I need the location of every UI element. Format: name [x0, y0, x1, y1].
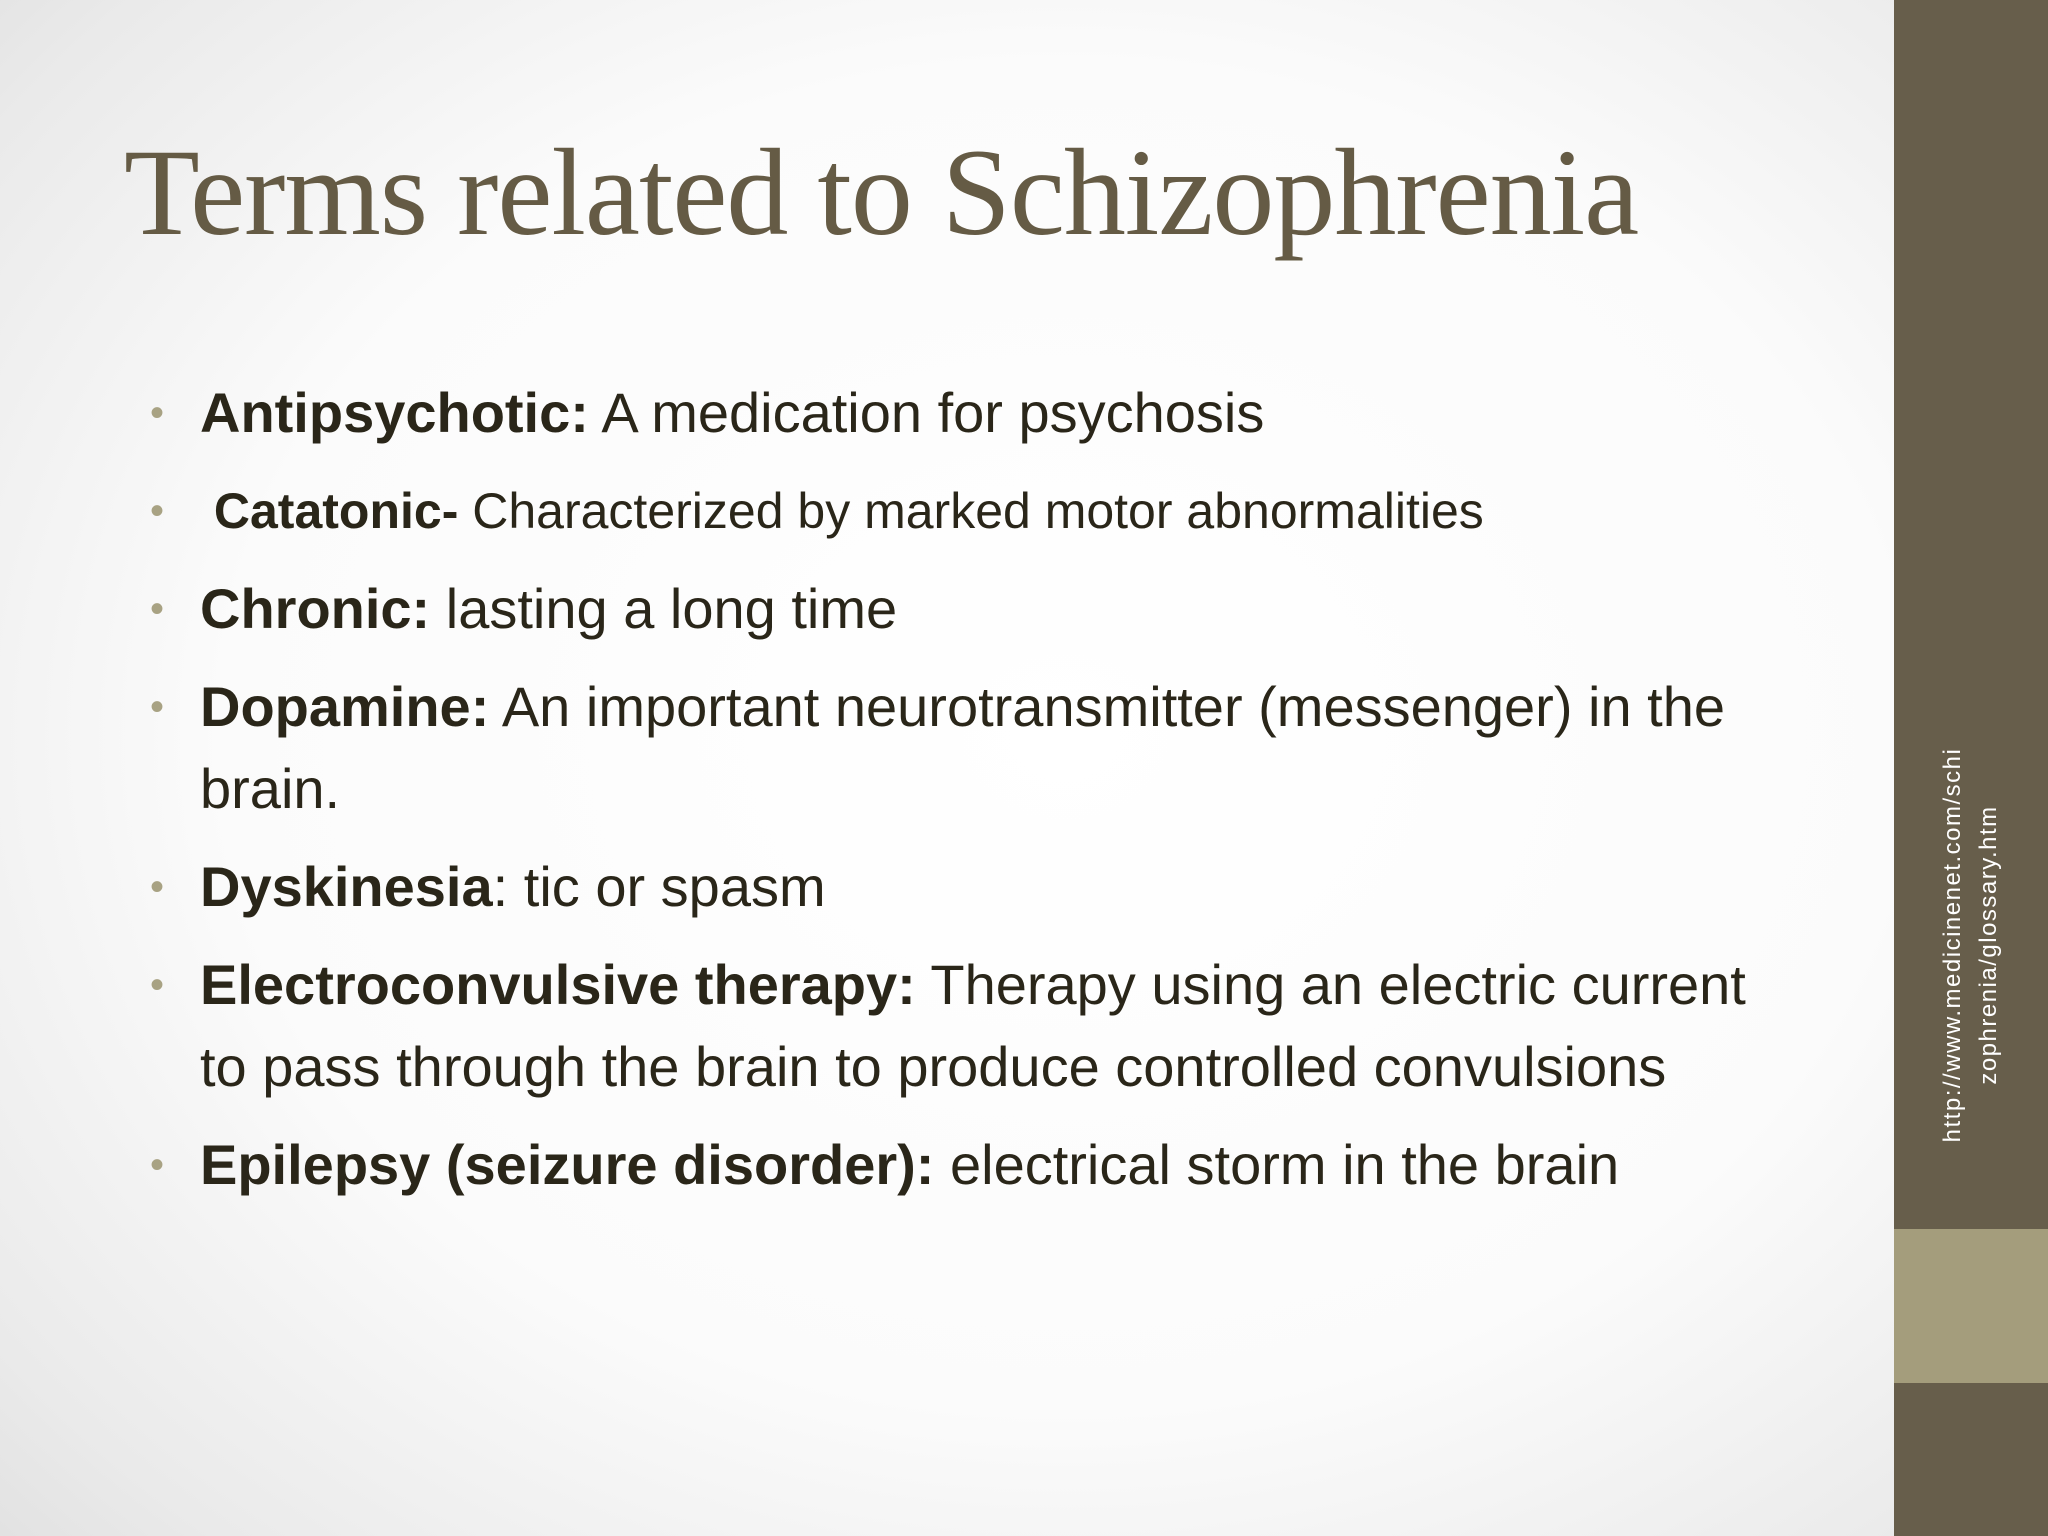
bullet-term: Chronic:	[200, 577, 431, 640]
bullet-term: Antipsychotic:	[200, 381, 589, 444]
bullet-term: Dyskinesia	[200, 855, 493, 918]
bullet-term: Electroconvulsive therapy:	[200, 953, 916, 1016]
bullet-chronic	[150, 568, 1770, 650]
source-citation	[1935, 685, 2007, 1205]
bullet-definition: Therapy using an electric current to pass through the brain to produce controlled convulsions	[200, 953, 1746, 1098]
citation-line: http://www.medicinenet.com/schi	[1939, 747, 1966, 1143]
bullet-definition: An important neurotransmitter (messenger) in the brain.	[200, 675, 1726, 820]
sidebar-accent-block	[1894, 1229, 2048, 1383]
bullet-marker: •	[150, 865, 165, 909]
bullet-marker: •	[150, 963, 165, 1007]
bullet-dopamine	[150, 666, 1770, 830]
bullet-list	[150, 372, 1770, 1222]
bullet-definition: lasting a long time	[430, 577, 898, 640]
bullet-definition: Characterized by marked motor abnormalities	[458, 483, 1484, 539]
citation-line: zophrenia/glossary.htm	[1975, 805, 2002, 1085]
bullet-definition: A medication for psychosis	[588, 381, 1265, 444]
bullet-marker: •	[150, 685, 165, 729]
bullet-antipsychotic	[150, 372, 1770, 454]
bullet-term: Catatonic-	[200, 483, 459, 539]
bullet-marker: •	[150, 489, 165, 533]
bullet-definition: : tic or spasm	[492, 855, 826, 918]
bullet-dyskinesia	[150, 846, 1770, 928]
sidebar	[1894, 0, 2048, 1536]
bullet-catatonic	[150, 470, 1770, 552]
bullet-term: Dopamine:	[200, 675, 490, 738]
slide-title: Terms related to Schizophrenia	[124, 124, 1639, 261]
bullet-marker: •	[150, 1143, 165, 1187]
bullet-term: Epilepsy (seizure disorder):	[200, 1133, 935, 1196]
bullet-marker: •	[150, 587, 165, 631]
bullet-electroconvulsive-therapy	[150, 944, 1770, 1108]
citation-area	[1894, 0, 2048, 1229]
bullet-marker: •	[150, 391, 165, 435]
bullet-epilepsy	[150, 1124, 1770, 1206]
bullet-definition: electrical storm in the brain	[934, 1133, 1620, 1196]
